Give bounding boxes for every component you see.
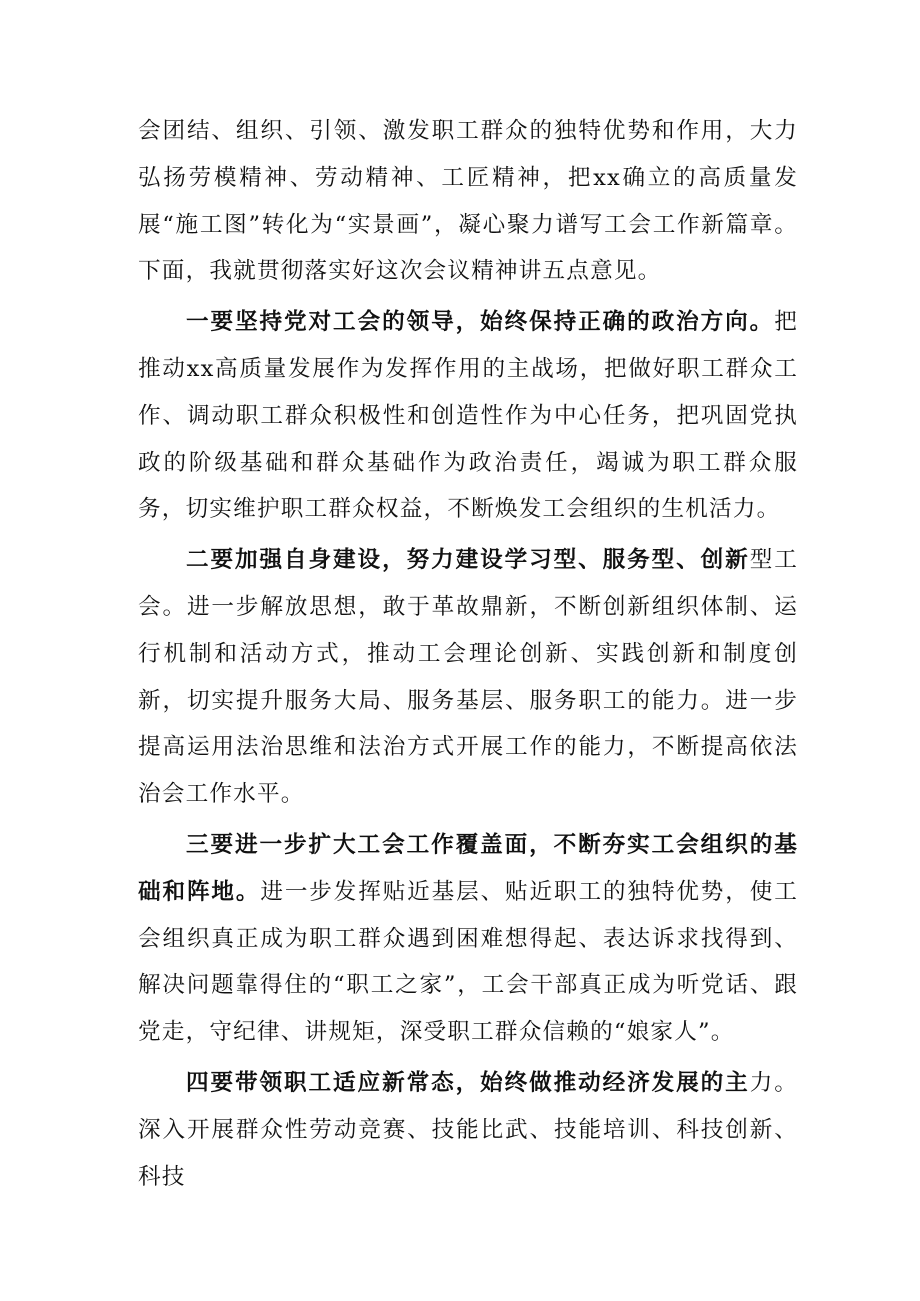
paragraph-2-text: 把推动xx高质量发展作为发挥作用的主战场，把做好职工群众工作、调动职工群众积极性和创造性作为中心任务，把巩固党执政的阶级基础和群众基础作为政治责任，竭诚为职工群众服务，切实维护职工群众权益，不断焕发工会组织的生机活力。 (138, 309, 798, 523)
paragraph-1 (138, 108, 798, 295)
paragraph-3-lead: 二要加强自身建设，努力建设学习型、服务型、创新 (186, 547, 750, 574)
paragraph-3 (138, 537, 798, 818)
paragraph-5 (138, 1060, 798, 1200)
paragraph-5-lead: 四要带领职工适应新常态，始终做推动经济发展的主 (186, 1069, 750, 1096)
paragraph-4-lead: 三要进一步扩大工会工作覆盖面，不断夯实工会组织的基础和阵地。 (138, 831, 798, 905)
paragraph-2-lead: 一要坚持党对工会的领导，始终保持正确的政治方向。 (186, 309, 775, 336)
paragraph-4-text: 进一步发挥贴近基层、贴近职工的独特优势，使工会组织真正成为职工群众遇到困难想得起、表达诉求找得到、解决问题靠得住的“职工之家”，工会干部真正成为听党话、跟党走，守纪律、讲规矩，深受职工群众信赖的“娘家人”。 (138, 878, 799, 1046)
paragraph-1-text: 会团结、组织、引领、激发职工群众的独特优势和作用，大力弘扬劳模精神、劳动精神、工匠精神，把xx确立的高质量发展“施工图”转化为“实景画”，凝心聚力谱写工会工作新篇章。下面，我就贯彻落实好这次会议精神讲五点意见。 (138, 118, 798, 285)
document-page (138, 108, 798, 1204)
paragraph-3-text: 型工会。进一步解放思想，敢于革故鼎新，不断创新组织体制、运行机制和活动方式，推动工会理论创新、实践创新和制度创新，切实提升服务大局、服务基层、服务职工的能力。进一步提高运用法治思维和法治方式开展工作的能力，不断提高依法治会工作水平。 (138, 547, 798, 808)
paragraph-2 (138, 299, 798, 533)
paragraph-4 (138, 822, 798, 1056)
paragraph-5-text: 力。深入开展群众性劳动竞赛、技能比武、技能培训、科技创新、科技 (138, 1069, 798, 1190)
